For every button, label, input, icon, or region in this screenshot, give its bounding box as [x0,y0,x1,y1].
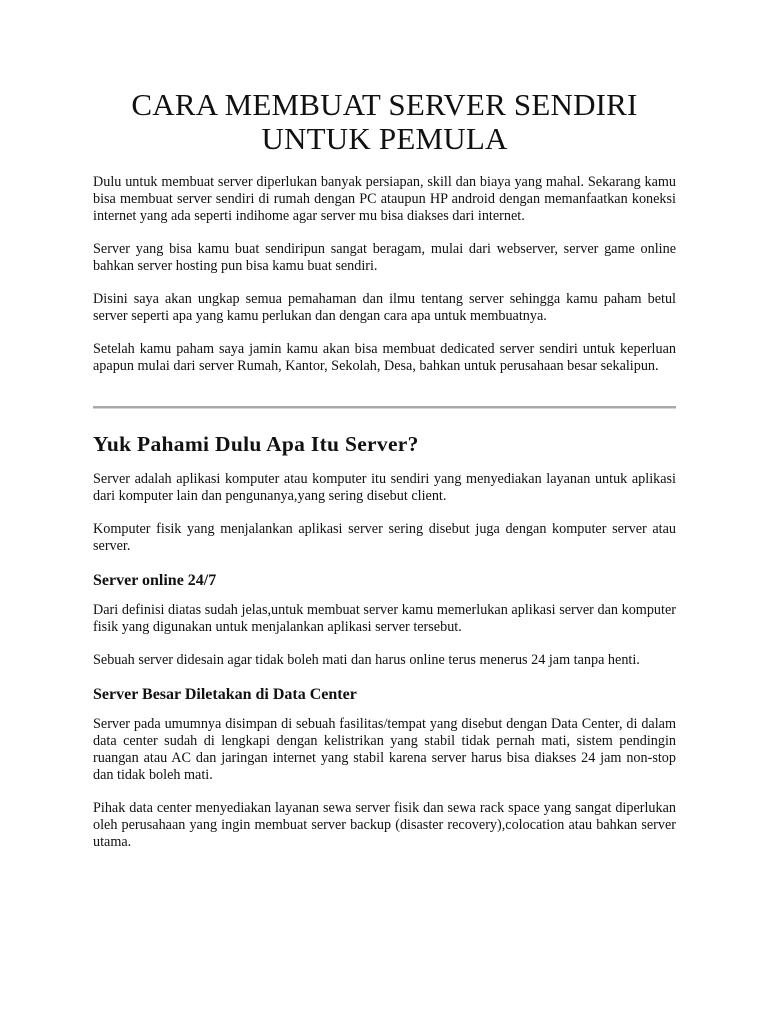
page-title [93,88,676,156]
intro-paragraph: Disini saya akan ungkap semua pemahaman dan ilmu tentang server sehingga kamu paham betul server seperti apa yang kamu perlukan dan dengan cara apa untuk membuatnya. [93,291,676,324]
section-paragraph: Server adalah aplikasi komputer atau komputer itu sendiri yang menyediakan layanan untuk aplikasi dari komputer lain dan pengunanya,yang sering disebut client. [93,471,676,504]
section-paragraph: Komputer fisik yang menjalankan aplikasi server sering disebut juga dengan komputer server atau server. [93,521,676,554]
subsection-paragraph: Dari definisi diatas sudah jelas,untuk membuat server kamu memerlukan aplikasi server dan komputer fisik yang digunakan untuk menjalankan aplikasi server tersebut. [93,602,676,635]
subsection-heading: Server online 24/7 [93,572,217,589]
intro-paragraph: Setelah kamu paham saya jamin kamu akan bisa membuat dedicated server sendiri untuk keperluan apapun mulai dari server Rumah, Kantor, Sekolah, Desa, bahkan untuk perusahaan besar sekalipun. [93,341,676,374]
subsection-paragraph: Server pada umumnya disimpan di sebuah fasilitas/tempat yang disebut dengan Data Center, di dalam data center sudah di lengkapi dengan kelistrikan yang stabil tidak pernah mati, sistem pendingin ruangan atau AC dan jaringan internet yang stabil karena server harus bisa diakses 24 jam non-stop dan tidak boleh mati. [93,716,676,783]
horizontal-divider [93,406,676,409]
page-title-line-2: UNTUK PEMULA [261,121,508,156]
subsection-paragraph: Pihak data center menyediakan layanan sewa server fisik dan sewa rack space yang sangat diperlukan oleh perusahaan yang ingin membuat server backup (disaster recovery),colocation atau bahkan server utama. [93,800,676,850]
page-title-line-1: CARA MEMBUAT SERVER SENDIRI [131,87,638,122]
subsection-paragraph: Sebuah server didesain agar tidak boleh mati dan harus online terus menerus 24 jam tanpa henti. [93,652,640,668]
intro-paragraph: Server yang bisa kamu buat sendiripun sangat beragam, mulai dari webserver, server game online bahkan server hosting pun bisa kamu buat sendiri. [93,241,676,274]
intro-paragraph: Dulu untuk membuat server diperlukan banyak persiapan, skill dan biaya yang mahal. Sekarang kamu bisa membuat server sendiri di rumah dengan PC ataupun HP android dengan memanfaatkan koneksi internet yang ada seperti indihome agar server mu bisa diakses dari internet. [93,174,676,224]
document-page [93,88,676,867]
subsection-heading: Server Besar Diletakan di Data Center [93,686,357,703]
section-heading: Yuk Pahami Dulu Apa Itu Server? [93,432,419,456]
